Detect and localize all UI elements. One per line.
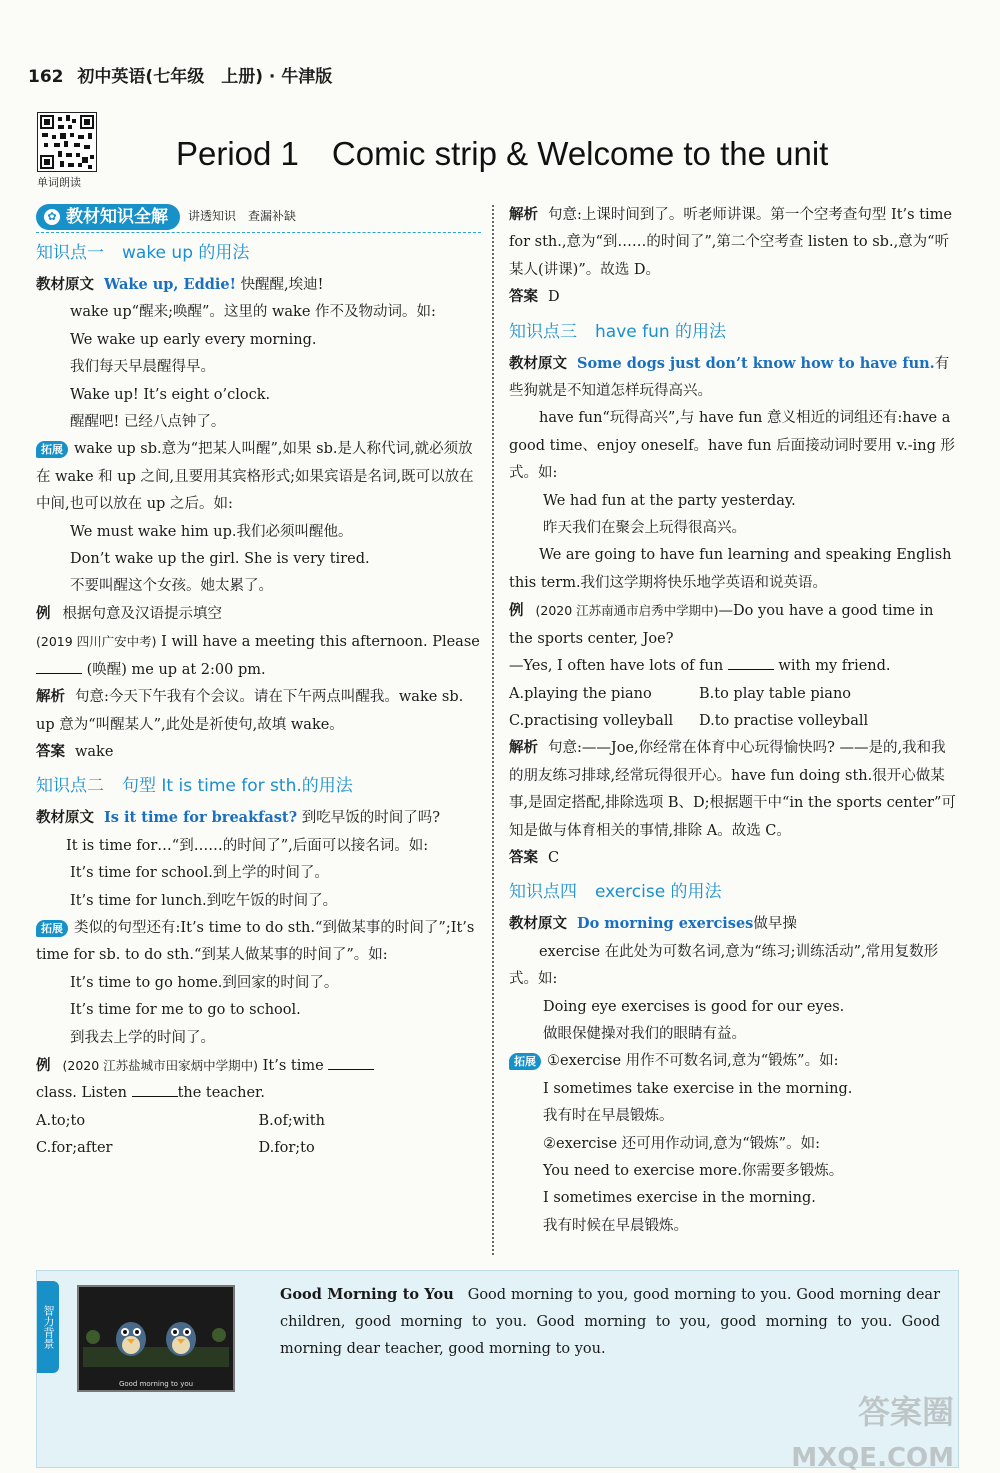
answer-label: 答案 [509, 849, 538, 866]
kp4-orig-en: Do morning exercises [577, 915, 754, 933]
example-label: 例 [509, 603, 524, 620]
kp2-option-b[interactable]: B.of;with [258, 1112, 325, 1129]
kp1-number: 知识点一 [36, 243, 104, 263]
gear-icon: ✿ [44, 209, 60, 225]
kp2-topic: 句型 It is time for sth.的用法 [122, 776, 353, 797]
kp3-original [509, 350, 957, 406]
kp4-orig-cn: 做早操 [753, 916, 797, 933]
page-title: Period 1 Comic strip & Welcome to the unit [176, 135, 829, 172]
banner-label: 教材知识全解 [66, 207, 168, 227]
kp1-line: 我们每天早晨醒得早。 [70, 359, 215, 376]
kp4-ext-line: I sometimes take exercise in the morning. [543, 1080, 853, 1097]
kp3-answer [509, 845, 957, 872]
picture-caption: Good morning to you [118, 1380, 194, 1388]
kp2-answer-text: D [548, 289, 560, 306]
kp1-ex-question [36, 628, 481, 684]
orig-label: 教材原文 [36, 810, 94, 827]
kp3-number: 知识点三 [509, 321, 577, 342]
kp2-ext-text: 类似的句型还有:It’s time to do sth.“到做某事的时间了”;It’s time for sb. to do sth.“到某人做某事的时间了”。如: [36, 919, 475, 964]
qr-code[interactable] [37, 112, 97, 172]
kp2-option-a[interactable]: A.to;to [36, 1112, 86, 1129]
kp1-ext-line: 不要叫醒这个女孩。她太累了。 [70, 578, 273, 595]
answer-blank[interactable] [132, 1082, 178, 1097]
banner-subtitle: 讲透知识 查漏补缺 [188, 209, 297, 224]
kp4-number: 知识点四 [509, 882, 577, 903]
extension-badge: 拓展 [36, 441, 68, 458]
answer-blank[interactable] [36, 659, 82, 674]
kp4-ext1-text: ①exercise 用作不可数名词,意为“锻炼”。如: [547, 1053, 839, 1070]
kp2-analysis [509, 202, 957, 284]
kp2-orig-cn: 到吃早饭的时间了吗? [301, 810, 440, 827]
kp1-example [36, 601, 481, 628]
section-banner [36, 202, 481, 233]
answer-blank[interactable] [328, 1055, 374, 1070]
page-number: 162 [28, 67, 64, 87]
analysis-label: 解析 [509, 207, 538, 223]
kp1-original [36, 271, 481, 299]
qr-code-icon [38, 113, 96, 171]
song-picture [77, 1285, 235, 1392]
kp1-ext-line: Don’t wake up the girl. She is very tired. [70, 551, 370, 568]
kp3-orig-en: Some dogs just don’t know how to have fun. [577, 354, 935, 372]
kp1-line: We wake up early every morning. [70, 331, 317, 348]
kp2-option-d[interactable]: D.for;to [258, 1140, 315, 1157]
kp1-analysis-text: 句意:今天下午我有个会议。请在下午两点叫醒我。wake sb. up 意为“叫醒某人”,此处是祈使句,故填 wake。 [36, 689, 464, 733]
kp2-intro: It is time for…“到……的时间了”,后面可以接名词。如: [66, 837, 429, 854]
kp4-original [509, 910, 957, 938]
kp1-ex-intro: 根据句意及汉语提示填空 [62, 605, 222, 622]
answer-blank[interactable] [728, 655, 774, 670]
panel-tab: 智力背景 [37, 1281, 59, 1373]
kp3-options-row [509, 681, 957, 708]
kp2-orig-en: Is it time for breakfast? [104, 809, 298, 827]
kp4-ext-line: I sometimes exercise in the morning. [543, 1190, 816, 1207]
right-column [509, 202, 957, 1240]
kp1-answer-text: wake [75, 743, 114, 760]
kp2-extension [36, 915, 481, 970]
kp3-intro: have fun“玩得高兴”,与 have fun 意义相近的词组还有:have a good time、enjoy oneself。have fun 后面接动词时要用 v.-ing 形式。如: [509, 410, 956, 482]
column-divider [492, 205, 494, 1255]
kp3-analysis-text: 句意:——Joe,你经常在体育中心玩得愉快吗? ——是的,我和我的朋友练习排球,经常玩得很开心。have fun doing sth.很开心做某事,是固定搭配,排除选项 B、D;根据题干中“in the sports center”可知是做与体育相关的事情,排除 A。故选 C。 [509, 740, 956, 839]
kp3-ex-question: —Do you have a good time in the sports center, Joe? [509, 603, 934, 647]
kp2-analysis-text: 句意:上课时间到了。听老师讲课。第一个空考查句型 It’s time for sth.,意为“到……的时间了”,第二个空考查 listen to sb.,意为“听某人(讲课)”。故选 D。 [509, 207, 953, 278]
kp3-example [509, 597, 957, 653]
kp1-orig-cn: 快醒醒,埃迪! [240, 277, 324, 293]
kp2-options-row [36, 1108, 481, 1135]
orig-label: 教材原文 [36, 277, 94, 293]
kp3-line: We had fun at the party yesterday. [543, 492, 796, 509]
kp3-ex-source: (2020 江苏南通市启秀中学期中) [535, 603, 719, 619]
kp4-ext2-text: ②exercise 还可用作动词,意为“锻炼”。如: [543, 1135, 820, 1152]
kp4-intro: exercise 在此处为可数名词,意为“练习;训练活动”,常用复数形式。如: [509, 943, 939, 988]
song-lyrics: Good morning to you, good morning to you. Good morning dear children, good morning to you. Good morning to you, good morning to you. Good morning dear teacher, good morning to you. [280, 1287, 940, 1357]
kp2-answer [509, 284, 957, 311]
kp3-options-row [509, 708, 957, 735]
kp1-heading [36, 239, 481, 267]
analysis-label: 解析 [509, 740, 538, 757]
page-header [28, 62, 332, 87]
background-panel [36, 1270, 959, 1473]
left-column [36, 202, 481, 1163]
kp1-line: Wake up! It’s eight o’clock. [70, 386, 271, 403]
kp2-ex-text-a: It’s time [262, 1057, 324, 1074]
kp2-ex-source: (2020 江苏盐城市田家炳中学期中) [62, 1057, 259, 1073]
watermark-bottom: MXQE.COM [791, 1443, 954, 1473]
kp4-extension [509, 1048, 957, 1075]
qr-label: 单词朗读 [37, 176, 81, 189]
kp1-topic: wake up 的用法 [122, 243, 250, 263]
kp2-ex-text-b: class. Listen [36, 1085, 127, 1102]
kp2-number: 知识点二 [36, 776, 104, 797]
kp3-option-c[interactable]: C.practising volleyball [509, 712, 674, 729]
extension-badge: 拓展 [509, 1053, 541, 1070]
kp3-para: We are going to have fun learning and speaking English this term.我们这学期将快乐地学英语和说英语。 [509, 547, 952, 591]
kp2-ext-line: It’s time to go home.到回家的时间了。 [70, 974, 339, 991]
kp1-ext-line: We must wake him up.我们必须叫醒他。 [70, 523, 353, 540]
kp3-heading [509, 318, 957, 346]
kp3-analysis [509, 735, 957, 845]
kp2-ext-line: 到我去上学的时间了。 [70, 1029, 215, 1046]
kp1-ext-text: wake up sb.意为“把某人叫醒”,如果 sb.是人称代词,就必须放在 wake 和 up 之间,且要用其宾格形式;如果宾语是名词,既可以放在中间,也可以放在 up 之后。如: [36, 441, 474, 513]
kp2-line: It’s time for lunch.到吃午饭的时间了。 [70, 892, 338, 909]
analysis-label: 解析 [36, 689, 65, 706]
kp2-options-row [36, 1135, 481, 1162]
song-text [280, 1281, 940, 1363]
kp4-topic: exercise 的用法 [595, 882, 722, 903]
kp3-option-a[interactable]: A.playing the piano [509, 685, 652, 702]
kp1-ex-text-a: I will have a meeting this afternoon. Please [161, 634, 480, 651]
kp1-ex-text-b: (唤醒) me up at 2:00 pm. [86, 661, 266, 678]
answer-label: 答案 [36, 743, 65, 760]
watermark-top: 答案圈 [857, 1393, 954, 1431]
kp3-line: 昨天我们在聚会上玩得很高兴。 [543, 520, 746, 537]
kp1-ex-source: (2019 四川广安中考) [36, 634, 157, 650]
kp3-ex-text-b: with my friend. [778, 658, 891, 675]
kp2-ext-line: It’s time for me to go to school. [70, 1002, 301, 1019]
kp2-ex-line2 [36, 1080, 481, 1107]
kp1-line: wake up“醒来;唤醒”。这里的 wake 作不及物动词。如: [70, 304, 436, 321]
orig-label: 教材原文 [509, 355, 567, 372]
kp1-answer [36, 739, 481, 766]
kp4-line: 做眼保健操对我们的眼睛有益。 [543, 1025, 746, 1042]
example-label: 例 [36, 605, 51, 622]
kp4-ext-line: 我有时在早晨锻炼。 [543, 1108, 674, 1125]
kp3-ex-reply [509, 653, 957, 680]
kp1-line: 醒醒吧! 已经八点钟了。 [70, 414, 226, 431]
kp3-topic: have fun 的用法 [595, 321, 727, 342]
kp2-option-c[interactable]: C.for;after [36, 1140, 113, 1157]
kp1-orig-en: Wake up, Eddie! [104, 276, 236, 293]
singing-birds-icon [79, 1287, 233, 1390]
kp3-orig-cn: 有些狗就是不知道怎样玩得高兴。 [509, 355, 950, 400]
extension-badge: 拓展 [36, 920, 68, 937]
kp2-heading [36, 772, 481, 800]
kp1-analysis [36, 684, 481, 739]
kp2-example [36, 1052, 481, 1080]
kp3-ex-text-a: —Yes, I often have lots of fun [509, 658, 724, 675]
example-label: 例 [36, 1057, 51, 1074]
banner-pill [36, 204, 180, 230]
answer-label: 答案 [509, 289, 538, 306]
kp4-line: Doing eye exercises is good for our eyes. [543, 998, 845, 1015]
kp2-ex-text-c: the teacher. [177, 1085, 265, 1102]
kp4-heading [509, 878, 957, 906]
kp2-original [36, 804, 481, 832]
book-title: 初中英语(七年级 上册) · 牛津版 [77, 67, 333, 87]
kp3-answer-text: C [548, 849, 560, 866]
kp2-line: It’s time for school.到上学的时间了。 [70, 865, 329, 882]
kp3-option-d[interactable]: D.to practise volleyball [699, 712, 869, 729]
song-title: Good Morning to You [280, 1286, 454, 1303]
kp4-ext-line: 我有时候在早晨锻炼。 [543, 1217, 688, 1234]
orig-label: 教材原文 [509, 916, 567, 933]
kp1-extension [36, 436, 481, 518]
kp4-ext-line: You need to exercise more.你需要多锻炼。 [543, 1163, 844, 1179]
kp3-option-b[interactable]: B.to play table piano [699, 685, 852, 702]
